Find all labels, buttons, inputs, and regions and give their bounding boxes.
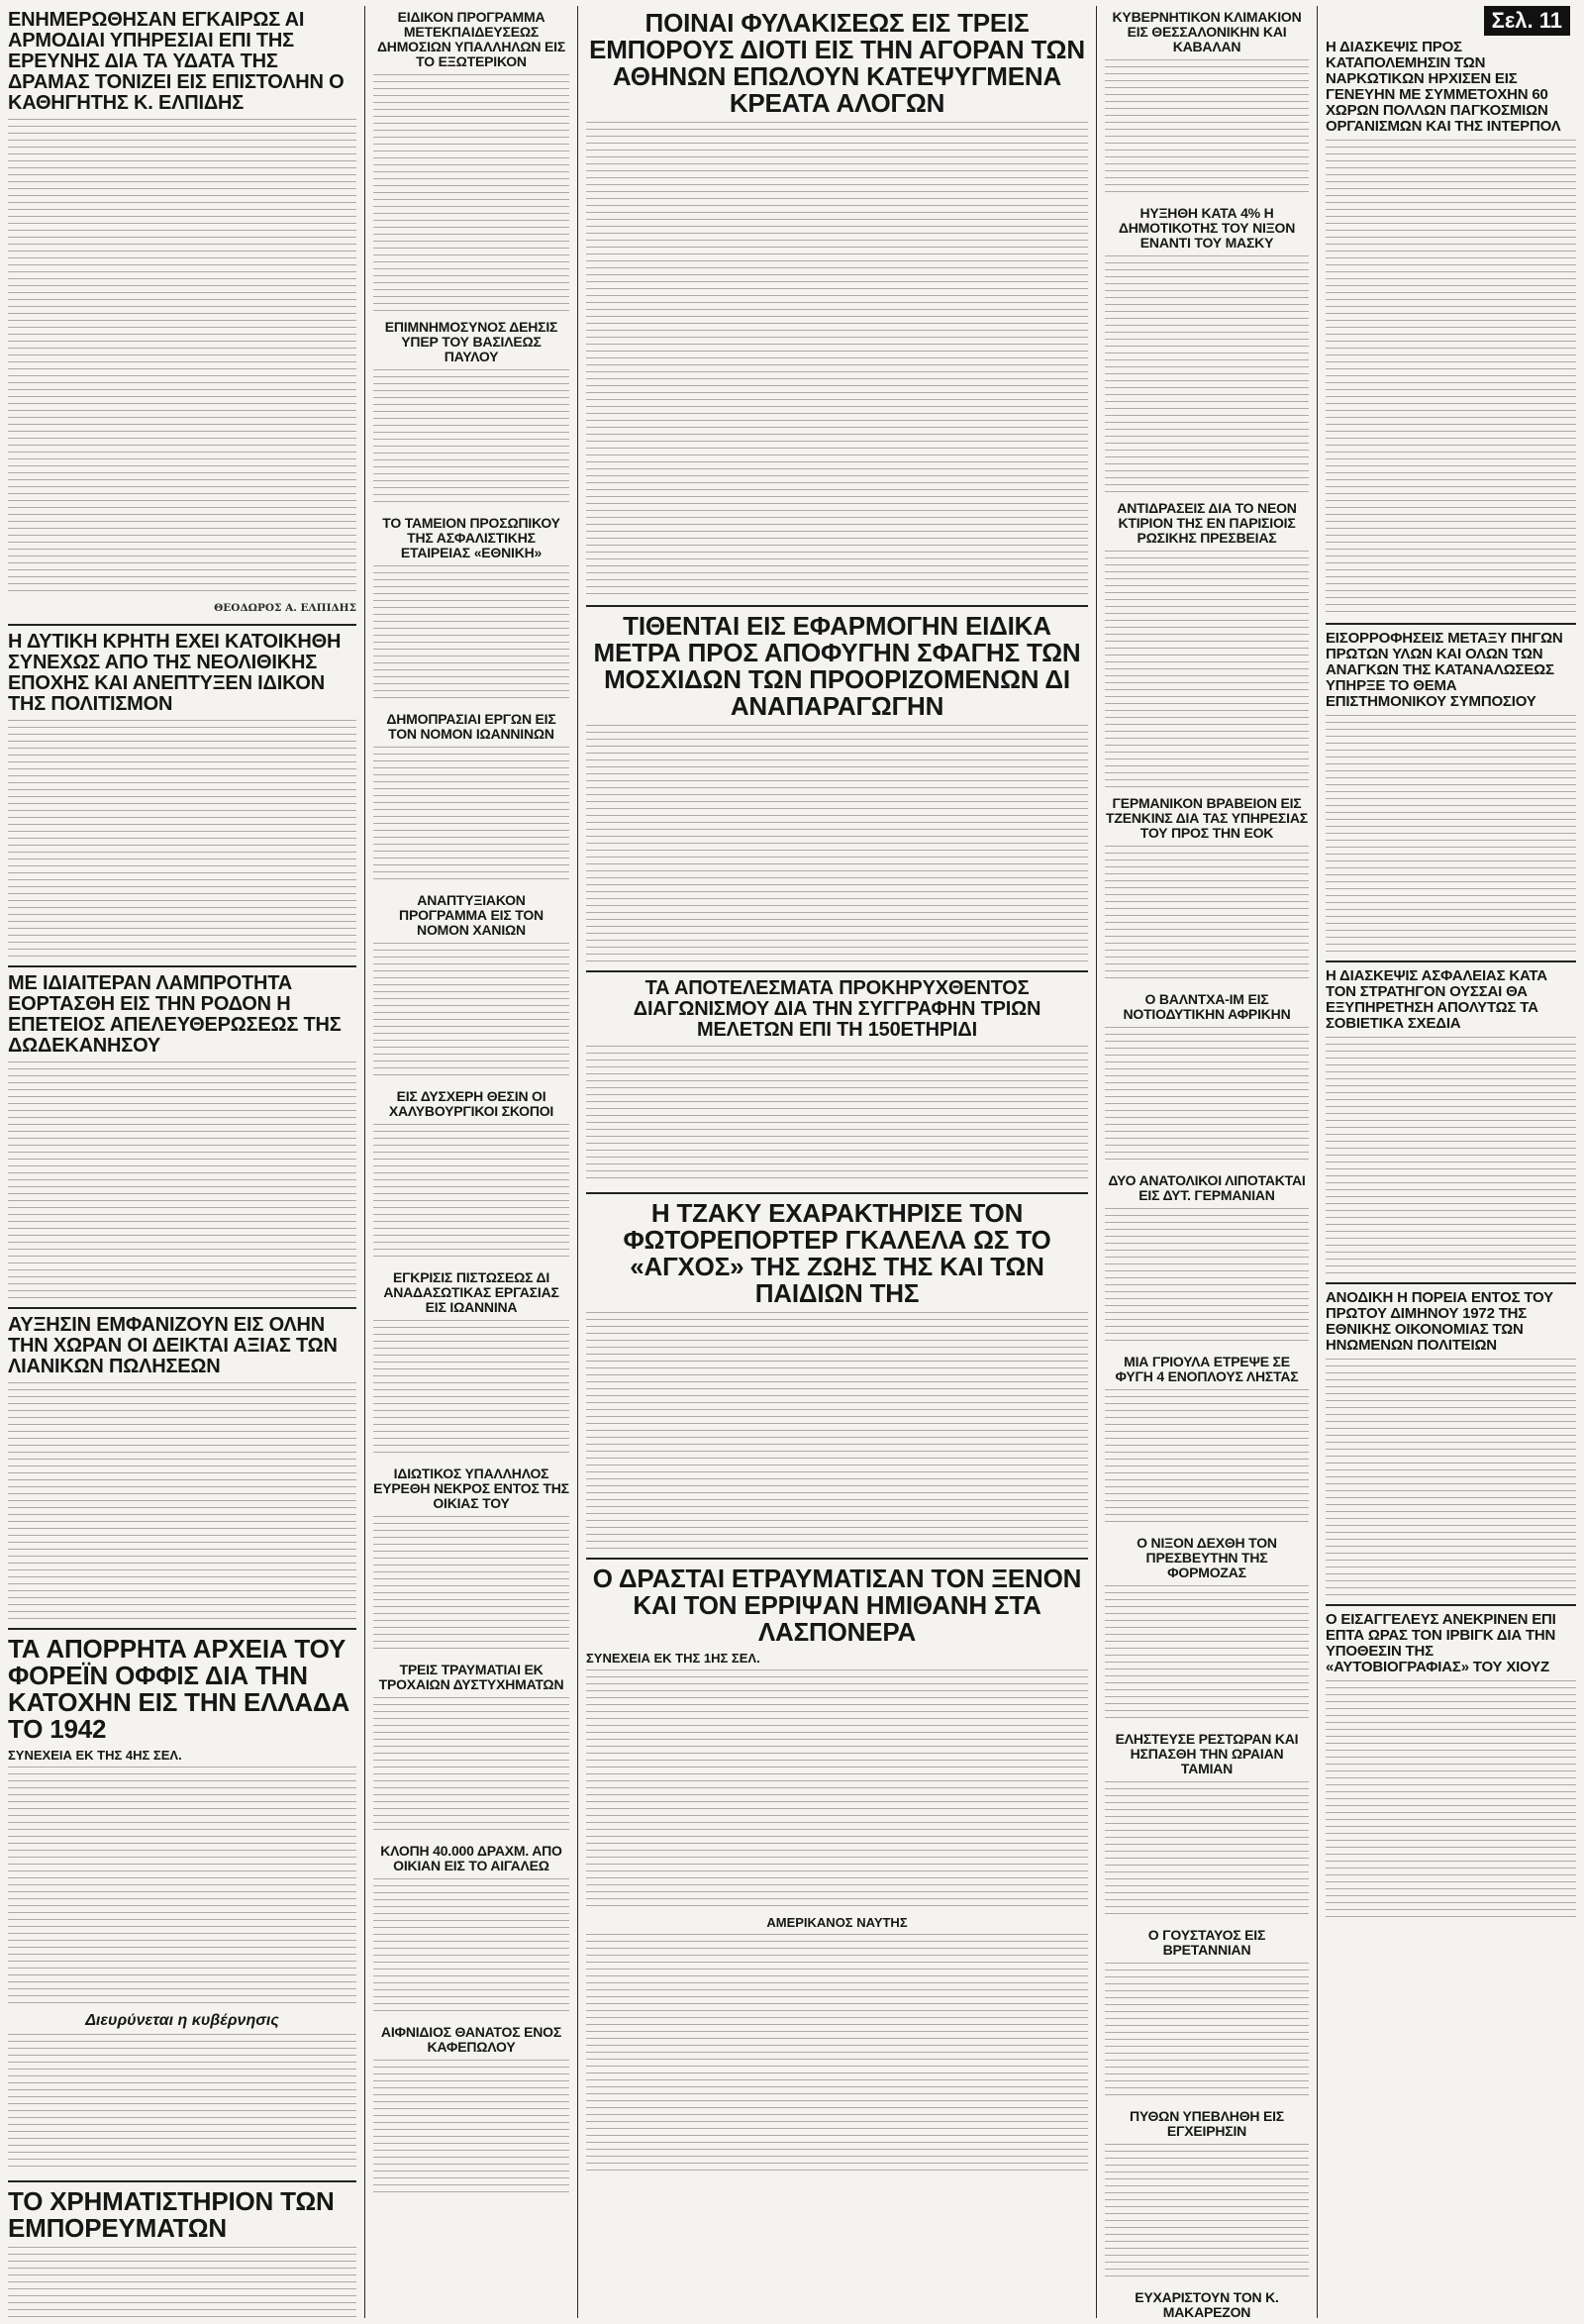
column-3: [578, 6, 1096, 2318]
headline-deserters: ΔΥΟ ΑΝΑΤΟΛΙΚΟΙ ΛΙΠΟΤΑΚΤΑΙ ΕΙΣ ΔΥΤ. ΓΕΡΜΑΝΙΑΝ: [1108, 1172, 1306, 1203]
article-text: [373, 369, 569, 508]
article-text: [373, 1516, 569, 1655]
article-text: [8, 1061, 356, 1299]
article-text: [1105, 255, 1309, 493]
headline-foreign-office: ΤΑ ΑΠΟΡΡΗΤΑ ΑΡΧΕΙΑ ΤΟΥ ΦΟΡΕΪΝ ΟΦΦΙΣ ΔΙΑ ΤΗΝ ΚΑΤΟΧΗΝ ΕΙΣ ΤΗΝ ΕΛΛΑΔΑ ΤΟ 1942: [8, 1633, 350, 1744]
price-listing: [8, 2247, 356, 2319]
article-text: [373, 943, 569, 1081]
article-text: [586, 725, 1088, 962]
article-text: [1105, 1781, 1309, 1920]
article-text: [8, 720, 356, 958]
continuation-label: ΣΥΝΕΧΕΙΑ ΕΚ ΤΗΣ 1ΗΣ ΣΕΛ.: [586, 1651, 760, 1666]
headline-python: ΠΥΘΩΝ ΥΠΕΒΛΗΘΗ ΕΙΣ ΕΓΧΕΙΡΗΣΙΝ: [1129, 2108, 1285, 2139]
headline-retail-sales: ΑΥΞΗΣΙΝ ΕΜΦΑΝΙΖΟΥΝ ΕΙΣ ΟΛΗΝ ΤΗΝ ΧΩΡΑΝ ΟΙ ΔΕΙΚΤΑΙ ΑΞΙΑΣ ΤΩΝ ΛΙΑΝΙΚΩΝ ΠΩΛΗΣΕΩΝ: [8, 1313, 338, 1377]
article-text: [373, 1320, 569, 1459]
article-text: [373, 1124, 569, 1263]
headline-theft: ΚΛΟΠΗ 40.000 ΔΡΑΧΜ. ΑΠΟ ΟΙΚΙΑΝ ΕΙΣ ΤΟ ΑΙΓΑΛΕΩ: [380, 1843, 562, 1873]
headline-restaurant: ΕΛΗΣΤΕΥΣΕ ΡΕΣΤΩΡΑΝ ΚΑΙ ΗΣΠΑΣΘΗ ΤΗΝ ΩΡΑΙΑΝ ΤΑΜΙΑΝ: [1115, 1731, 1299, 1776]
article-text: [373, 565, 569, 704]
article-text: [1105, 1389, 1309, 1528]
subheading: Διευρύνεται η κυβέρνησις: [85, 2011, 279, 2029]
article-text: [1105, 1027, 1309, 1165]
headline-training: ΕΙΔΙΚΟΝ ΠΡΟΓΡΑΜΜΑ ΜΕΤΕΚΠΑΙΔΕΥΣΕΩΣ ΔΗΜΟΣΙΩΝ ΥΠΑΛΛΗΛΩΝ ΕΙΣ ΤΟ ΕΞΩΤΕΡΙΚΟΝ: [376, 9, 566, 69]
article-text: [8, 2034, 356, 2172]
headline-memorial: ΕΠΙΜΝΗΜΟΣΥΝΟΣ ΔΕΗΣΙΣ ΥΠΕΡ ΤΟΥ ΒΑΣΙΛΕΩΣ ΠΑΥΛΟΥ: [384, 319, 558, 364]
article-text: [1326, 140, 1576, 615]
headline-formosa: Ο ΝΙΞΟΝ ΔΕΧΘΗ ΤΟΝ ΠΡΕΣΒΕΥΤΗΝ ΤΗΣ ΦΟΡΜΟΖΑΣ: [1137, 1535, 1277, 1580]
continuation-label: ΣΥΝΕΧΕΙΑ ΕΚ ΤΗΣ 4ΗΣ ΣΕΛ.: [8, 1747, 182, 1763]
headline-symposium: ΕΙΣΟΡΡΟΦΗΣΕΙΣ ΜΕΤΑΞΥ ΠΗΓΩΝ ΠΡΩΤΩΝ ΥΛΩΝ ΚΑΙ ΟΛΩΝ ΤΩΝ ΑΝΑΓΚΩΝ ΤΗΣ ΚΑΤΑΝΑΛΩΣΕΩΣ ΥΠΗΡΞΕ ΤΟ ΘΕΜΑ ΕΠΙΣΤΗΜΟΝΙΚΟΥ ΣΥΜΠΟΣΙΟΥ: [1326, 630, 1563, 710]
headline-steel: ΕΙΣ ΔΥΣΧΕΡΗ ΘΕΣΙΝ ΟΙ ΧΑΛΥΒΟΥΡΓΙΚΟΙ ΣΚΟΠΟΙ: [388, 1088, 554, 1119]
article-text: [1105, 846, 1309, 984]
headline-insurance-fund: ΤΟ ΤΑΜΕΙΟΝ ΠΡΟΣΩΠΙΚΟΥ ΤΗΣ ΑΣΦΑΛΙΣΤΙΚΗΣ ΕΤΑΙΡΕΙΑΣ «ΕΘΝΙΚΗ»: [382, 515, 560, 560]
headline-commodity-exchange: ΤΟ ΧΡΗΜΑΤΙΣΤΗΡΙΟΝ ΤΩΝ ΕΜΠΟΡΕΥΜΑΤΩΝ: [8, 2185, 335, 2243]
article-text: [586, 122, 1088, 597]
headline-crete: Η ΔΥΤΙΚΗ ΚΡΗΤΗ ΕΧΕΙ ΚΑΤΟΙΚΗΘΗ ΣΥΝΕΧΩΣ ΑΠΟ ΤΗΣ ΝΕΟΛΙΘΙΚΗΣ ΕΠΟΧΗΣ ΚΑΙ ΑΝΕΠΤΥΞΕΝ ΙΔΙΚΟΝ ΤΗΣ ΠΟΛΙΤΙΣΜΟΝ: [8, 630, 342, 715]
headline-jackie: Η ΤΖΑΚΥ ΕΧΑΡΑΚΤΗΡΙΣΕ ΤΟΝ ΦΩΤΟΡΕΠΟΡΤΕΡ ΓΚΑΛΕΛΑ ΩΣ ΤΟ «ΑΓΧΟΣ» ΤΗΣ ΖΩΗΣ ΤΗΣ ΚΑΙ ΤΩΝ ΠΑΙΔΙΩΝ ΤΗΣ: [623, 1198, 1051, 1308]
headline-ioannina-works: ΔΗΜΟΠΡΑΣΙΑΙ ΕΡΓΩΝ ΕΙΣ ΤΟΝ ΝΟΜΟΝ ΙΩΑΝΝΙΝΩΝ: [386, 711, 556, 742]
article-text: [1105, 1585, 1309, 1724]
headline-narcotics: Η ΔΙΑΣΚΕΨΙΣ ΠΡΟΣ ΚΑΤΑΠΟΛΕΜΗΣΙΝ ΤΩΝ ΝΑΡΚΩΤΙΚΩΝ ΗΡΧΙΣΕΝ ΕΙΣ ΓΕΝΕΥΗΝ ΜΕ ΣΥΜΜΕΤΟΧΗΝ 60 ΧΩΡΩΝ ΠΟΛΛΩΝ ΠΑΓΚΟΣΜΙΩΝ ΟΡΓΑΝΙΣΜΩΝ ΚΑΙ ΤΗΣ ΙΝΤΕΡΠΟΛ: [1326, 39, 1561, 135]
article-text: [1326, 1037, 1576, 1274]
headline-employee-found: ΙΔΙΩΤΙΚΟΣ ΥΠΑΛΛΗΛΟΣ ΕΥΡΕΘΗ ΝΕΚΡΟΣ ΕΝΤΟΣ ΤΗΣ ΟΙΚΙΑΣ ΤΟΥ: [373, 1465, 569, 1511]
article-text: [373, 74, 569, 312]
headline-water-research: ΕΝΗΜΕΡΩΘΗΣΑΝ ΕΓΚΑΙΡΩΣ ΑΙ ΑΡΜΟΔΙΑΙ ΥΠΗΡΕΣΙΑΙ ΕΠΙ ΤΗΣ ΕΡΕΥΝΗΣ ΔΙΑ ΤΑ ΥΔΑΤΑ ΤΗΣ ΔΡΑΜΑΣ ΤΟΝΙΖΕΙ ΕΙΣ ΕΠΙΣΤΟΛΗΝ Ο ΚΑΘΗΓΗΤΗΣ Κ. ΕΛΠΙΔΗΣ: [8, 9, 345, 114]
headline-cabinet: ΚΥΒΕΡΝΗΤΙΚΟΝ ΚΛΙΜΑΚΙΟΝ ΕΙΣ ΘΕΣΣΑΛΟΝΙΚΗΝ ΚΑΙ ΚΑΒΑΛΑΝ: [1112, 9, 1302, 54]
page-logo: Σελ. 11: [1484, 6, 1570, 36]
headline-rhodes: ΜΕ ΙΔΙΑΙΤΕΡΑΝ ΛΑΜΠΡΟΤΗΤΑ ΕΟΡΤΑΣΘΗ ΕΙΣ ΤΗΝ ΡΟΔΟΝ Η ΕΠΕΤΕΙΟΣ ΑΠΕΛΕΥΘΕΡΩΣΕΩΣ ΤΗΣ ΔΩΔΕΚΑΝΗΣΟΥ: [8, 971, 342, 1057]
article-text: [1326, 715, 1576, 953]
headline-chania: ΑΝΑΠΤΥΞΙΑΚΟΝ ΠΡΟΓΡΑΜΜΑ ΕΙΣ ΤΟΝ ΝΟΜΟΝ ΧΑΝΙΩΝ: [399, 892, 544, 938]
headline-us-economy: ΑΝΟΔΙΚΗ Η ΠΟΡΕΙΑ ΕΝΤΟΣ ΤΟΥ ΠΡΩΤΟΥ ΔΙΜΗΝΟΥ 1972 ΤΗΣ ΕΘΝΙΚΗΣ ΟΙΚΟΝΟΜΙΑΣ ΤΩΝ ΗΝΩΜΕΝΩΝ ΠΟΛΙΤΕΙΩΝ: [1326, 1289, 1553, 1354]
article-text: [1105, 2144, 1309, 2282]
headline-security-conference: Η ΔΙΑΣΚΕΨΙΣ ΑΣΦΑΛΕΙΑΣ ΚΑΤΑ ΤΟΝ ΣΤΡΑΤΗΓΟΝ ΟΥΣΣΑΙ ΘΑ ΕΞΥΠΗΡΕΤΗΣΗ ΑΠΟΛΥΤΩΣ ΤΑ ΣΟΒΙΕΤΙΚΑ ΣΧΕΔΙΑ: [1326, 967, 1547, 1032]
article-text: [373, 1878, 569, 2017]
article-text: [373, 2060, 569, 2198]
headline-embassy: ΑΝΤΙΔΡΑΣΕΙΣ ΔΙΑ ΤΟ ΝΕΟΝ ΚΤΙΡΙΟΝ ΤΗΣ ΕΝ ΠΑΡΙΣΙΟΙΣ ΡΩΣΙΚΗΣ ΠΡΕΣΒΕΙΑΣ: [1117, 500, 1297, 546]
headline-horse-meat: ΠΟΙΝΑΙ ΦΥΛΑΚΙΣΕΩΣ ΕΙΣ ΤΡΕΙΣ ΕΜΠΟΡΟΥΣ ΔΙΟΤΙ ΕΙΣ ΤΗΝ ΑΓΟΡΑΝ ΤΩΝ ΑΘΗΝΩΝ ΕΠΩΛΟΥΝ ΚΑΤΕΨΥΓΜΕΝΑ ΚΡΕΑΤΑ ΑΛΟΓΩΝ: [589, 8, 1085, 118]
article-text: [373, 747, 569, 885]
article-text: [8, 119, 356, 594]
headline-irving: Ο ΕΙΣΑΓΓΕΛΕΥΣ ΑΝΕΚΡΙΝΕΝ ΕΠΙ ΕΠΤΑ ΩΡΑΣ ΤΟΝ ΙΡΒΙΓΚ ΔΙΑ ΤΗΝ ΥΠΟΘΕΣΙΝ ΤΗΣ «ΑΥΤΟΒΙΟΓΡΑΦΙΑΣ» ΤΟΥ ΧΙΟΥΖ: [1326, 1611, 1556, 1675]
article-text: [1105, 59, 1309, 198]
headline-gustav: Ο ΓΟΥΣΤΑΥΟΣ ΕΙΣ ΒΡΕΤΑΝΝΙΑΝ: [1147, 1927, 1266, 1958]
article-text: [1105, 1963, 1309, 2101]
headline-award: ΓΕΡΜΑΝΙΚΟΝ ΒΡΑΒΕΙΟΝ ΕΙΣ ΤΖΕΝΚΙΝΣ ΔΙΑ ΤΑΣ ΥΠΗΡΕΣΙΑΣ ΤΟΥ ΠΡΟΣ ΤΗΝ ΕΟΚ: [1106, 795, 1308, 841]
headline-attackers: Ο ΔΡΑΣΤΑΙ ΕΤΡΑΥΜΑΤΙΣΑΝ ΤΟΝ ΞΕΝΟΝ ΚΑΙ ΤΟΝ ΕΡΡΙΨΑΝ ΗΜΙΘΑΝΗ ΣΤΑ ΛΑΣΠΟΝΕΡΑ: [592, 1564, 1082, 1647]
article-text: [1105, 551, 1309, 788]
article-text: [586, 1046, 1088, 1184]
article-text: [586, 1669, 1088, 1907]
headline-nixon: ΗΥΞΗΘΗ ΚΑΤΑ 4% Η ΔΗΜΟΤΙΚΟΤΗΣ ΤΟΥ ΝΙΞΟΝ ΕΝΑΝΤΙ ΤΟΥ ΜΑΣΚΥ: [1118, 205, 1296, 251]
article-text: [373, 1697, 569, 1836]
headline-reforestation: ΕΓΚΡΙΣΙΣ ΠΙΣΤΩΣΕΩΣ ΔΙ ΑΝΑΔΑΣΩΤΙΚΑΣ ΕΡΓΑΣΙΑΣ ΕΙΣ ΙΩΑΝΝΙΝΑ: [383, 1269, 559, 1315]
column-4: [1097, 6, 1317, 2318]
signature: ΘΕΟΔΩΡΟΣ Α. ΕΛΠΙΔΗΣ: [214, 602, 356, 614]
headline-competition: ΤΑ ΑΠΟΤΕΛΕΣΜΑΤΑ ΠΡΟΚΗΡΥΧΘΕΝΤΟΣ ΔΙΑΓΩΝΙΣΜΟΥ ΔΙΑ ΤΗΝ ΣΥΓΓΡΑΦΗΝ ΤΡΙΩΝ ΜΕΛΕΤΩΝ ΕΠΙ ΤΗ 150ΕΤΗΡΙΔΙ: [633, 977, 1041, 1041]
column-2: [365, 6, 577, 2318]
article-text: [1326, 1680, 1576, 1918]
headline-waldheim: Ο ΒΑΛΝΤΧΑ-ΙΜ ΕΙΣ ΝΟΤΙΟΔΥΤΙΚΗΝ ΑΦΡΙΚΗΝ: [1123, 991, 1291, 1022]
headline-calves: ΤΙΘΕΝΤΑΙ ΕΙΣ ΕΦΑΡΜΟΓΗΝ ΕΙΔΙΚΑ ΜΕΤΡΑ ΠΡΟΣ ΑΠΟΦΥΓΗΝ ΣΦΑΓΗΣ ΤΩΝ ΜΟΣΧΙΔΩΝ ΤΩΝ ΠΡΟΟΡΙΖΟΜΕΝΩΝ ΔΙ ΑΝΑΠΑΡΑΓΩΓΗΝ: [593, 611, 1081, 721]
headline-cafe-owner: ΑΙΦΝΙΔΙΟΣ ΘΑΝΑΤΟΣ ΕΝΟΣ ΚΑΦΕΠΩΛΟΥ: [380, 2024, 562, 2055]
article-text: [586, 1312, 1088, 1550]
headline-injured: ΤΡΕΙΣ ΤΡΑΥΜΑΤΙΑΙ ΕΚ ΤΡΟΧΑΙΩΝ ΔΥΣΤΥΧΗΜΑΤΩΝ: [378, 1662, 564, 1692]
article-text: [8, 1382, 356, 1620]
subheading: ΑΜΕΡΙΚΑΝΟΣ ΝΑΥΤΗΣ: [766, 1915, 908, 1930]
article-text: [8, 1767, 356, 2004]
headline-old-woman: ΜΙΑ ΓΡΙΟΥΛΑ ΕΤΡΕΨΕ ΣΕ ΦΥΓΗ 4 ΕΝΟΠΛΟΥΣ ΛΗΣΤΑΣ: [1115, 1354, 1299, 1384]
article-text: [586, 1934, 1088, 2172]
article-text: [1326, 1359, 1576, 1596]
article-text: [1105, 1208, 1309, 1347]
column-1: [0, 6, 364, 2318]
headline-thanks: ΕΥΧΑΡΙΣΤΟΥΝ ΤΟΝ Κ. ΜΑΚΑΡΕΖΟΝ: [1135, 2289, 1279, 2318]
column-5: [1318, 6, 1584, 2318]
